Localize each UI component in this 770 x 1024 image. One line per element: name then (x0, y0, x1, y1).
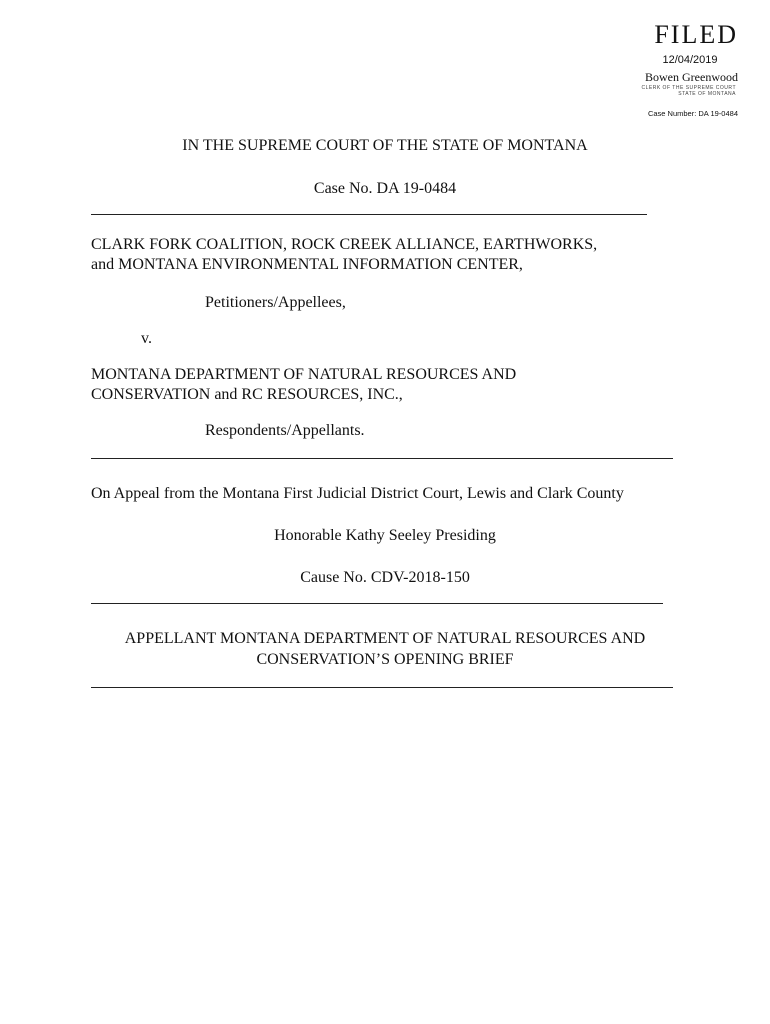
cause-number: Cause No. CDV-2018-150 (300, 569, 470, 586)
appeal-from: On Appeal from the Montana First Judicial District Court, Lewis and Clark County (91, 485, 624, 502)
respondents-line-1: MONTANA DEPARTMENT OF NATURAL RESOURCES AND (91, 366, 517, 383)
divider (91, 603, 663, 604)
court-heading: IN THE SUPREME COURT OF THE STATE OF MONTANA (182, 137, 588, 154)
divider (91, 687, 673, 688)
stamp-clerk-line1: CLERK OF THE SUPREME COURT (641, 85, 736, 91)
stamp-clerk-line2: STATE OF MONTANA (678, 91, 736, 97)
stamp-signature: Bowen Greenwood (645, 70, 738, 84)
brief-title-line-1: APPELLANT MONTANA DEPARTMENT OF NATURAL RESOURCES AND (124, 630, 646, 647)
divider (91, 458, 673, 459)
versus: v. (141, 330, 152, 347)
petitioners-line-2: and MONTANA ENVIRONMENTAL INFORMATION CENTER, (91, 256, 523, 273)
respondents-role: Respondents/Appellants. (205, 422, 365, 439)
brief-title-line-2: CONSERVATION’S OPENING BRIEF (256, 651, 514, 668)
stamp-filed-label: FILED (654, 20, 738, 49)
stamp-case-number: Case Number: DA 19-0484 (647, 109, 738, 118)
case-number: Case No. DA 19-0484 (313, 180, 457, 197)
filed-stamp (600, 20, 740, 118)
stamp-date: 12/04/2019 (662, 54, 718, 66)
petitioners-line-1: CLARK FORK COALITION, ROCK CREEK ALLIANCE, EARTHWORKS, (91, 236, 598, 253)
presiding-judge: Honorable Kathy Seeley Presiding (274, 527, 496, 544)
respondents-line-2: CONSERVATION and RC RESOURCES, INC., (91, 386, 403, 403)
divider (91, 214, 647, 215)
petitioners-role: Petitioners/Appellees, (205, 294, 346, 311)
